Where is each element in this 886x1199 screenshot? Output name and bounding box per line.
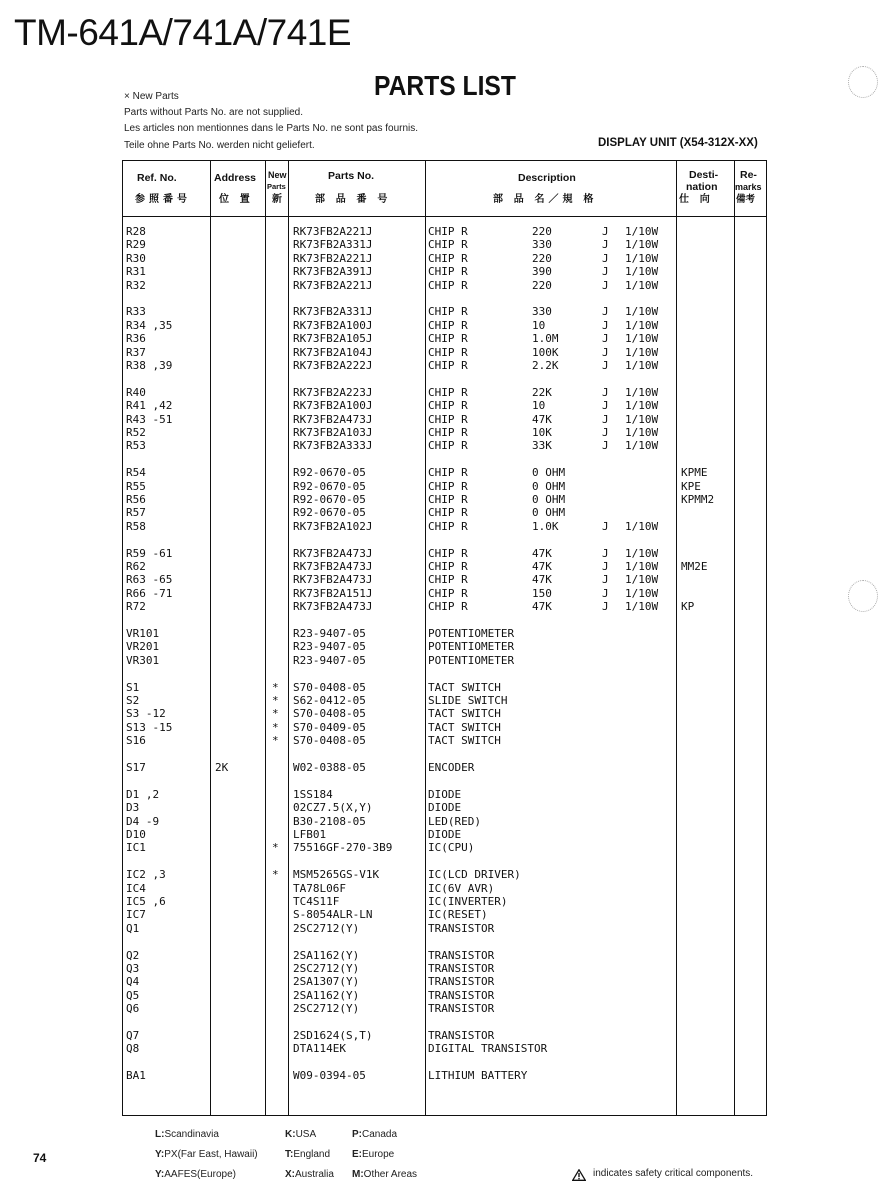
tolerance-cell: J: [602, 318, 609, 332]
ref-no-cell: S13 -15: [126, 720, 173, 734]
wattage-cell: 1/10W: [625, 265, 659, 279]
parts-no-cell: RK73FB2A221J: [293, 251, 373, 265]
value-cell: 1.0K: [532, 519, 559, 533]
new-part-mark: *: [272, 694, 279, 707]
description-cell: LITHIUM BATTERY: [428, 1069, 528, 1083]
value-cell: 10: [532, 318, 546, 332]
new-part-mark: *: [272, 720, 279, 734]
code-other-areas: M:Other Areas: [352, 1169, 418, 1180]
parts-no-cell: R92-0670-05: [293, 479, 366, 493]
parts-no-cell: RK73FB2A105J: [293, 332, 373, 346]
wattage-cell: 1/10W: [625, 251, 659, 265]
value-cell: 47K: [532, 573, 552, 587]
wattage-cell: 1/10W: [625, 359, 659, 372]
parts-no-cell: RK73FB2A151J: [293, 586, 373, 600]
parts-no-cell: S70-0409-05: [293, 720, 366, 734]
wattage-cell: 1/10W: [625, 225, 659, 238]
parts-no-cell: TA78L06F: [293, 881, 346, 895]
destination-cell: KPMM2: [681, 493, 715, 506]
description-cell: CHIP R: [428, 399, 468, 413]
header-new-jp: 新: [272, 194, 286, 205]
column-divider: [734, 161, 735, 1115]
wattage-cell: 1/10W: [625, 586, 659, 600]
tolerance-cell: J: [602, 359, 609, 372]
header-description: Description: [518, 172, 576, 184]
parts-no-cell: S62-0412-05: [293, 694, 366, 707]
parts-no-cell: RK73FB2A102J: [293, 519, 373, 533]
warning-triangle-icon: [572, 1169, 586, 1181]
safety-note: indicates safety critical components.: [593, 1168, 754, 1179]
description-cell: TACT SWITCH: [428, 707, 501, 721]
ref-no-cell: D1 ,2: [126, 787, 160, 801]
ref-no-cell: R33: [126, 305, 146, 319]
tolerance-cell: J: [602, 560, 609, 573]
ref-no-cell: IC4: [126, 881, 146, 895]
ref-no-cell: S1: [126, 680, 140, 694]
description-cell: POTENTIOMETER: [428, 627, 515, 640]
ref-no-cell: S17: [126, 761, 146, 774]
column-divider: [425, 161, 426, 1115]
parts-no-cell: 2SC2712(Y): [293, 921, 360, 935]
value-cell: 0 OHM: [532, 493, 566, 506]
description-cell: CHIP R: [428, 238, 468, 252]
wattage-cell: 1/10W: [625, 439, 659, 453]
parts-no-cell: RK73FB2A331J: [293, 305, 373, 319]
parts-no-cell: B30-2108-05: [293, 814, 366, 828]
ref-no-cell: Q5: [126, 988, 140, 1002]
parts-no-cell: RK73FB2A222J: [293, 359, 373, 372]
wattage-cell: 1/10W: [625, 519, 659, 533]
tolerance-cell: J: [602, 251, 609, 265]
parts-no-cell: R92-0670-05: [293, 506, 366, 520]
wattage-cell: 1/10W: [625, 305, 659, 319]
value-cell: 47K: [532, 560, 552, 573]
parts-no-cell: MSM5265GS-V1K: [293, 868, 380, 882]
value-cell: 0 OHM: [532, 466, 566, 480]
description-cell: IC(RESET): [428, 908, 488, 922]
header-parts: Parts: [267, 182, 286, 191]
wattage-cell: 1/10W: [625, 345, 659, 359]
parts-no-cell: R23-9407-05: [293, 653, 366, 667]
column-divider: [676, 161, 677, 1115]
parts-no-cell: 2SA1162(Y): [293, 948, 360, 962]
header-remarks-jp: 備考: [736, 194, 756, 205]
description-cell: CHIP R: [428, 332, 468, 346]
ref-no-cell: R63 -65: [126, 573, 173, 587]
ref-no-cell: R72: [126, 600, 146, 614]
ref-no-cell: Q7: [126, 1029, 140, 1042]
punch-hole-mark: [848, 66, 878, 98]
ref-no-cell: R56: [126, 493, 146, 506]
parts-no-cell: S70-0408-05: [293, 734, 366, 748]
destination-cell: KPME: [681, 466, 708, 480]
header-destination-1: Desti-: [689, 169, 719, 181]
parts-no-cell: S70-0408-05: [293, 680, 366, 694]
address-cell: 2K: [215, 761, 229, 774]
new-part-mark: *: [272, 868, 279, 882]
description-cell: CHIP R: [428, 573, 468, 587]
ref-no-cell: Q6: [126, 1002, 140, 1016]
ref-no-cell: VR101: [126, 627, 160, 640]
parts-no-cell: 2SD1624(S,T): [293, 1029, 373, 1042]
value-cell: 0 OHM: [532, 506, 566, 520]
description-cell: CHIP R: [428, 506, 468, 520]
not-supplied-note-en: Parts without Parts No. are not supplied.: [124, 107, 303, 118]
description-cell: TRANSISTOR: [428, 988, 495, 1002]
description-cell: CHIP R: [428, 278, 468, 292]
header-remarks-2: marks: [735, 182, 762, 192]
description-cell: IC(INVERTER): [428, 895, 508, 908]
new-part-mark: *: [272, 707, 279, 721]
ref-no-cell: R38 ,39: [126, 359, 173, 372]
description-cell: CHIP R: [428, 305, 468, 319]
header-ref-no-jp: 参照番号: [135, 194, 191, 205]
value-cell: 47K: [532, 600, 552, 614]
value-cell: 47K: [532, 412, 552, 426]
parts-no-cell: RK73FB2A104J: [293, 345, 373, 359]
description-cell: POTENTIOMETER: [428, 653, 515, 667]
not-supplied-note-fr: Les articles non mentionnes dans le Parts No. ne sont pas fournis.: [124, 123, 419, 134]
model-title: TM-641A/741A/741E: [14, 12, 352, 53]
parts-no-cell: RK73FB2A391J: [293, 265, 373, 279]
description-cell: CHIP R: [428, 345, 468, 359]
wattage-cell: 1/10W: [625, 546, 659, 560]
wattage-cell: 1/10W: [625, 278, 659, 292]
ref-no-cell: R54: [126, 466, 146, 480]
parts-no-cell: 2SC2712(Y): [293, 1002, 360, 1016]
ref-no-cell: R30: [126, 251, 146, 265]
wattage-cell: 1/10W: [625, 412, 659, 426]
header-destination-jp: 仕 向: [679, 194, 714, 205]
wattage-cell: 1/10W: [625, 385, 659, 399]
code-canada: P:Canada: [352, 1129, 398, 1140]
ref-no-cell: R37: [126, 345, 146, 359]
ref-no-cell: R32: [126, 278, 146, 292]
tolerance-cell: J: [602, 573, 609, 587]
parts-no-cell: RK73FB2A331J: [293, 238, 373, 252]
ref-no-cell: D10: [126, 828, 146, 841]
value-cell: 2.2K: [532, 359, 559, 372]
destination-cell: KP: [681, 600, 695, 614]
parts-no-cell: 1SS184: [293, 787, 333, 801]
ref-no-cell: D4 -9: [126, 814, 160, 828]
tolerance-cell: J: [602, 399, 609, 413]
description-cell: DIODE: [428, 801, 462, 815]
ref-no-cell: VR301: [126, 653, 160, 667]
value-cell: 47K: [532, 546, 552, 560]
parts-no-cell: 02CZ7.5(X,Y): [293, 801, 373, 815]
tolerance-cell: J: [602, 586, 609, 600]
description-cell: TACT SWITCH: [428, 720, 501, 734]
column-divider: [265, 161, 266, 1115]
ref-no-cell: R52: [126, 426, 146, 439]
ref-no-cell: R62: [126, 560, 146, 573]
wattage-cell: 1/10W: [625, 600, 659, 614]
value-cell: 330: [532, 305, 552, 319]
value-cell: 220: [532, 225, 552, 238]
value-cell: 1.0M: [532, 332, 559, 346]
ref-no-cell: IC1: [126, 841, 146, 855]
description-cell: CHIP R: [428, 560, 468, 573]
ref-no-cell: BA1: [126, 1069, 146, 1083]
section-title: DISPLAY UNIT (X54-312X-XX): [598, 137, 758, 149]
header-address: Address: [214, 172, 257, 184]
code-scandinavia: L:Scandinavia: [155, 1129, 219, 1140]
ref-no-cell: VR201: [126, 640, 160, 654]
parts-no-cell: R23-9407-05: [293, 640, 366, 654]
parts-no-cell: RK73FB2A221J: [293, 278, 373, 292]
ref-no-cell: D3: [126, 801, 140, 815]
ref-no-cell: R29: [126, 238, 146, 252]
description-cell: DIGITAL TRANSISTOR: [428, 1042, 548, 1056]
value-cell: 22K: [532, 385, 552, 399]
ref-no-cell: Q2: [126, 948, 140, 962]
parts-no-cell: 2SA1307(Y): [293, 975, 360, 989]
ref-no-cell: R28: [126, 225, 146, 238]
description-cell: SLIDE SWITCH: [428, 694, 508, 707]
destination-cell: MM2E: [681, 560, 708, 573]
code-europe: E:Europe: [352, 1149, 395, 1160]
tolerance-cell: J: [602, 439, 609, 453]
tolerance-cell: J: [602, 265, 609, 279]
description-cell: TACT SWITCH: [428, 680, 501, 694]
description-cell: TRANSISTOR: [428, 1002, 495, 1016]
description-cell: TRANSISTOR: [428, 975, 495, 989]
parts-no-cell: TC4S11F: [293, 895, 340, 908]
description-cell: CHIP R: [428, 466, 468, 480]
value-cell: 100K: [532, 345, 559, 359]
parts-no-cell: RK73FB2A333J: [293, 439, 373, 453]
description-cell: TRANSISTOR: [428, 1029, 495, 1042]
ref-no-cell: IC5 ,6: [126, 895, 166, 908]
tolerance-cell: J: [602, 426, 609, 439]
ref-no-cell: S3 -12: [126, 707, 166, 721]
description-cell: CHIP R: [428, 479, 468, 493]
description-cell: ENCODER: [428, 761, 475, 774]
not-supplied-note-de: Teile ohne Parts No. werden nicht geliefert.: [124, 140, 315, 151]
wattage-cell: 1/10W: [625, 238, 659, 252]
header-remarks-1: Re-: [740, 169, 757, 181]
description-cell: CHIP R: [428, 251, 468, 265]
column-divider: [210, 161, 211, 1115]
wattage-cell: 1/10W: [625, 560, 659, 573]
page-number: 74: [33, 1151, 47, 1165]
description-cell: CHIP R: [428, 586, 468, 600]
description-cell: DIODE: [428, 787, 462, 801]
header-parts-no: Parts No.: [328, 170, 375, 182]
ref-no-cell: R53: [126, 439, 146, 453]
ref-no-cell: R57: [126, 506, 146, 520]
description-cell: CHIP R: [428, 225, 468, 238]
header-ref-no: Ref. No.: [137, 172, 177, 184]
tolerance-cell: J: [602, 546, 609, 560]
wattage-cell: 1/10W: [625, 318, 659, 332]
parts-no-cell: DTA114EK: [293, 1042, 346, 1056]
code-england: T:England: [285, 1149, 331, 1160]
parts-no-cell: 75516GF-270-3B9: [293, 841, 393, 855]
destination-cell: KPE: [681, 479, 701, 493]
parts-no-cell: RK73FB2A100J: [293, 318, 373, 332]
value-cell: 150: [532, 586, 552, 600]
parts-no-cell: 2SA1162(Y): [293, 988, 360, 1002]
description-cell: LED(RED): [428, 814, 481, 828]
code-australia: X:Australia: [285, 1169, 334, 1180]
parts-no-cell: 2SC2712(Y): [293, 962, 360, 975]
ref-no-cell: Q1: [126, 921, 140, 935]
wattage-cell: 1/10W: [625, 573, 659, 587]
parts-no-cell: RK73FB2A473J: [293, 573, 373, 587]
tolerance-cell: J: [602, 278, 609, 292]
tolerance-cell: J: [602, 238, 609, 252]
ref-no-cell: IC7: [126, 908, 146, 922]
ref-no-cell: Q3: [126, 962, 140, 975]
ref-no-cell: R55: [126, 479, 146, 493]
ref-no-cell: Q8: [126, 1042, 140, 1056]
parts-no-cell: RK73FB2A223J: [293, 385, 373, 399]
parts-no-cell: S70-0408-05: [293, 707, 366, 721]
description-cell: POTENTIOMETER: [428, 640, 515, 654]
wattage-cell: 1/10W: [625, 399, 659, 413]
parts-no-cell: RK73FB2A221J: [293, 225, 373, 238]
wattage-cell: 1/10W: [625, 332, 659, 346]
tolerance-cell: J: [602, 412, 609, 426]
value-cell: 220: [532, 251, 552, 265]
ref-no-cell: IC2 ,3: [126, 868, 166, 882]
column-divider: [288, 161, 289, 1115]
parts-no-cell: RK73FB2A100J: [293, 399, 373, 413]
tolerance-cell: J: [602, 305, 609, 319]
description-cell: CHIP R: [428, 265, 468, 279]
description-cell: CHIP R: [428, 493, 468, 506]
description-cell: IC(LCD DRIVER): [428, 868, 521, 882]
parts-no-cell: RK73FB2A103J: [293, 426, 373, 439]
header-description-jp: 部 品 名／規 格: [493, 194, 598, 205]
ref-no-cell: R43 -51: [126, 412, 173, 426]
new-part-mark: *: [272, 734, 279, 748]
parts-no-cell: RK73FB2A473J: [293, 560, 373, 573]
punch-hole-mark: [848, 580, 878, 612]
code-usa: K:USA: [285, 1129, 317, 1140]
description-cell: CHIP R: [428, 426, 468, 439]
ref-no-cell: R34 ,35: [126, 318, 173, 332]
description-cell: CHIP R: [428, 385, 468, 399]
value-cell: 330: [532, 238, 552, 252]
ref-no-cell: Q4: [126, 975, 140, 989]
wattage-cell: 1/10W: [625, 426, 659, 439]
ref-no-cell: S16: [126, 734, 146, 748]
description-cell: CHIP R: [428, 600, 468, 614]
parts-table: [122, 160, 767, 1116]
value-cell: 390: [532, 265, 552, 279]
description-cell: TACT SWITCH: [428, 734, 501, 748]
ref-no-cell: R41 ,42: [126, 399, 173, 413]
parts-no-cell: R23-9407-05: [293, 627, 366, 640]
code-px: Y:PX(Far East, Hawaii): [155, 1149, 258, 1160]
parts-no-cell: LFB01: [293, 828, 327, 841]
description-cell: TRANSISTOR: [428, 921, 495, 935]
header-address-jp: 位 置: [219, 194, 254, 205]
tolerance-cell: J: [602, 225, 609, 238]
description-cell: CHIP R: [428, 359, 468, 372]
description-cell: DIODE: [428, 828, 462, 841]
parts-no-cell: W02-0388-05: [293, 761, 366, 774]
value-cell: 0 OHM: [532, 479, 566, 493]
ref-no-cell: S2: [126, 694, 140, 707]
ref-no-cell: R36: [126, 332, 146, 346]
description-cell: CHIP R: [428, 546, 468, 560]
description-cell: CHIP R: [428, 412, 468, 426]
new-part-mark: *: [272, 841, 279, 855]
new-part-mark: *: [272, 680, 279, 694]
parts-no-cell: W09-0394-05: [293, 1069, 366, 1083]
tolerance-cell: J: [602, 332, 609, 346]
ref-no-cell: R40: [126, 385, 146, 399]
description-cell: IC(CPU): [428, 841, 475, 855]
header-new: New: [268, 170, 287, 180]
description-cell: TRANSISTOR: [428, 948, 495, 962]
tolerance-cell: J: [602, 345, 609, 359]
new-parts-note: × New Parts: [124, 91, 179, 102]
parts-no-cell: RK73FB2A473J: [293, 546, 373, 560]
value-cell: 33K: [532, 439, 552, 453]
parts-no-cell: R92-0670-05: [293, 466, 366, 480]
description-cell: CHIP R: [428, 318, 468, 332]
parts-no-cell: R92-0670-05: [293, 493, 366, 506]
header-parts-no-jp: 部 品 番 号: [315, 194, 392, 205]
tolerance-cell: J: [602, 385, 609, 399]
value-cell: 10K: [532, 426, 552, 439]
description-cell: IC(6V AVR): [428, 881, 495, 895]
ref-no-cell: R31: [126, 265, 146, 279]
parts-no-cell: RK73FB2A473J: [293, 600, 373, 614]
parts-no-cell: S-8054ALR-LN: [293, 908, 373, 922]
description-cell: CHIP R: [428, 439, 468, 453]
header-divider: [123, 216, 766, 217]
parts-no-cell: RK73FB2A473J: [293, 412, 373, 426]
header-destination-2: nation: [686, 181, 718, 193]
ref-no-cell: R59 -61: [126, 546, 173, 560]
code-aafes: Y:AAFES(Europe): [155, 1169, 236, 1180]
description-cell: TRANSISTOR: [428, 962, 495, 975]
tolerance-cell: J: [602, 519, 609, 533]
value-cell: 220: [532, 278, 552, 292]
tolerance-cell: J: [602, 600, 609, 614]
page-title: PARTS LIST: [374, 70, 516, 101]
ref-no-cell: R66 -71: [126, 586, 173, 600]
value-cell: 10: [532, 399, 546, 413]
ref-no-cell: R58: [126, 519, 146, 533]
description-cell: CHIP R: [428, 519, 468, 533]
